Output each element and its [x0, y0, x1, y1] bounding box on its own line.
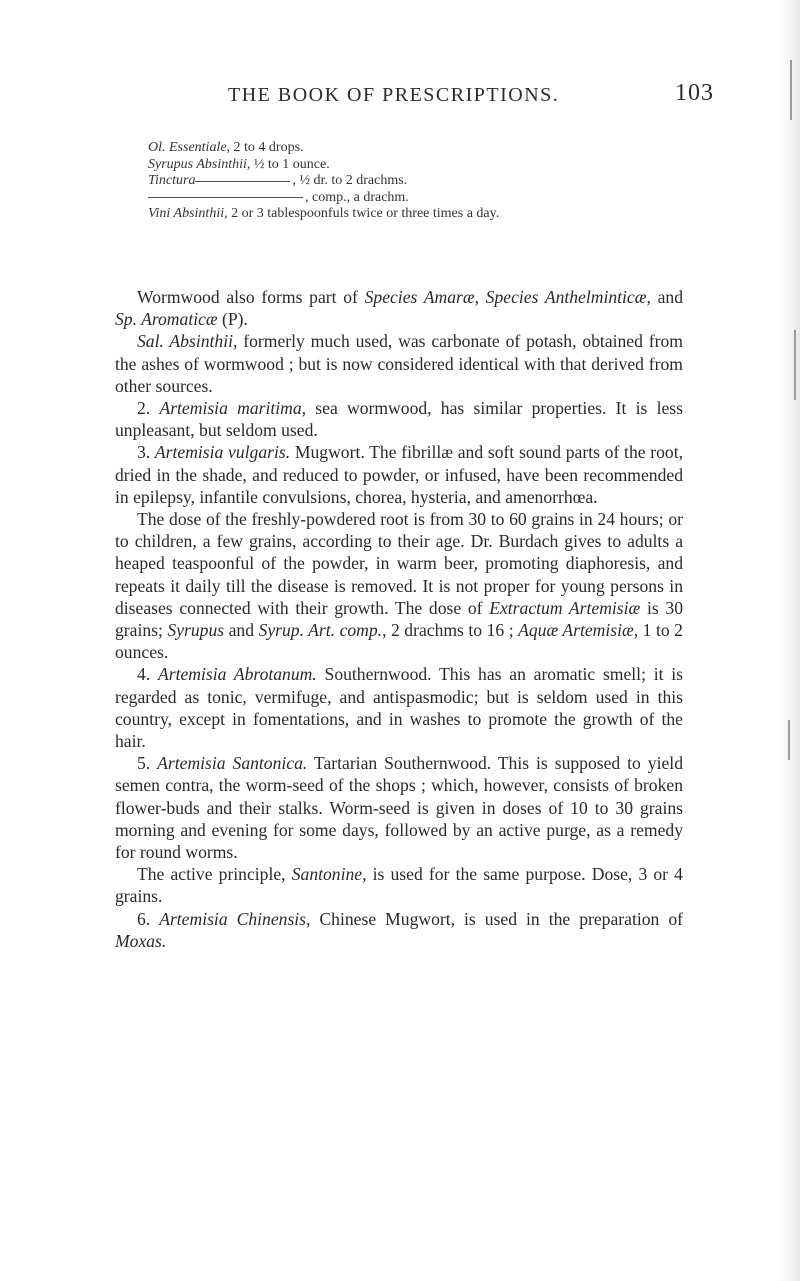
body-text [115, 286, 683, 952]
italic-run: Sal. Absinthii, [137, 331, 238, 352]
paragraph [115, 908, 683, 952]
paragraph [115, 286, 683, 330]
text-run: 5. [137, 753, 158, 774]
ditto-rule [148, 196, 303, 198]
paragraph [115, 397, 683, 441]
text-run: 4. [137, 664, 158, 685]
running-header: THE BOOK OF PRESCRIPTIONS. [228, 84, 560, 106]
paragraph [115, 752, 683, 863]
text-run: The dose of the freshly-powdered root is from 30 to 60 grains in 24 hours; or to children, a few grains, according to their age. Dr. Burdach gives to adults a heaped teaspoonful of the powder, in warm beer, promoting diaphoresis, and repeats it daily till the disease is removed. It is not proper for young persons in diseases connected with their growth. The dose of [115, 509, 683, 618]
formula-dose: , comp., a drachm. [305, 189, 409, 205]
text-run: (P). [217, 309, 248, 330]
formula-name: Tinctura [148, 173, 196, 188]
text-run: 2 drachms to 16 ; [386, 620, 519, 641]
formula-dose: ½ to 1 ounce. [250, 156, 330, 172]
italic-run: Species Amaræ, Species Anthelminticæ, [364, 287, 651, 307]
italic-run: Artemisia Chinensis, [159, 908, 311, 929]
italic-run: Extractum Artemisiæ [489, 597, 641, 618]
formula-name: Ol. Essentiale, [148, 140, 231, 155]
paragraph [115, 330, 683, 397]
formula-dose: 2 to 4 drops. [230, 140, 304, 155]
text-run: 6. [137, 908, 160, 929]
formula-row [148, 190, 668, 207]
italic-run: Artemisia vulgaris. [154, 442, 291, 463]
paragraph [115, 863, 683, 907]
text-run: formerly much used, was carbonate of potash, obtained from the ashes of wormwood ; but is now considered identical with that derived from other sources. [115, 331, 683, 396]
formula-row [148, 157, 668, 174]
paragraph [115, 663, 683, 752]
italic-run: Aquæ Artemisiæ, [518, 620, 639, 641]
italic-run: Sp. Aromaticæ [115, 309, 218, 330]
text-run: Wormwood also forms part of [137, 287, 365, 307]
formula-name: Syrupus Absinthii, [148, 156, 251, 172]
paragraph [115, 508, 683, 663]
italic-run: Santonine, [291, 864, 367, 885]
text-run: 1 to 2 ounces. [115, 620, 683, 663]
formula-dose: 2 or 3 tablespoonfuls twice or three times a day. [227, 206, 500, 221]
formula-dose: , ½ dr. to 2 drachms. [292, 173, 408, 188]
italic-run: Moxas. [115, 930, 167, 951]
italic-run: Artemisia Abrotanum. [157, 664, 317, 685]
text-run: The active principle, [137, 864, 292, 885]
text-run: 2. [137, 398, 160, 419]
edge-mark [788, 720, 790, 760]
text-run: sea wormwood, has similar properties. It is less unpleasant, but seldom used. [115, 398, 684, 441]
text-run: and [224, 620, 259, 641]
page-number: 103 [675, 80, 714, 106]
ditto-rule [195, 180, 290, 182]
formula-row [148, 206, 668, 223]
text-run: Mugwort. The fibrillæ and soft sound parts of the root, dried in the shade, and reduced to powder, or infused, have been recommended in epilepsy, infantile convulsions, chorea, hysteria, and amenorrhœa. [115, 442, 684, 507]
formula-list [148, 140, 668, 223]
text-run: 3. [137, 442, 155, 463]
page-edge [778, 0, 800, 1281]
edge-mark [790, 60, 792, 120]
text-run: is used for the same purpose. Dose, 3 or 4 grains. [115, 864, 683, 907]
paragraph [115, 441, 683, 508]
text-run: and [650, 287, 683, 307]
italic-run: Syrupus [167, 620, 225, 641]
italic-run: Artemisia Santonica. [157, 753, 308, 774]
italic-run: Syrup. Art. comp., [258, 620, 387, 641]
text-run: Southernwood. This has an aromatic smell; it is regarded as tonic, vermifuge, and antispasmodic; but is seldom used in this country, except in fomentations, and in washes to promote the growth of the hair. [115, 664, 684, 752]
text-run: is 30 grains; [115, 597, 683, 641]
text-run: Chinese Mugwort, is used in the preparation of [310, 908, 683, 929]
italic-run: Artemisia maritima, [159, 398, 307, 419]
formula-row [148, 173, 668, 190]
formula-row [148, 140, 668, 157]
edge-mark [794, 330, 796, 400]
formula-name: Vini Absinthii, [148, 206, 228, 221]
text-run: Tartarian Southernwood. This is supposed to yield semen contra, the worm-seed of the shops ; which, however, consists of broken flower-buds and their stalks. Worm-seed is given in doses of 10 to 30 grains morning and evening for some days, followed by an active purge, as a remedy for round worms. [115, 753, 683, 863]
